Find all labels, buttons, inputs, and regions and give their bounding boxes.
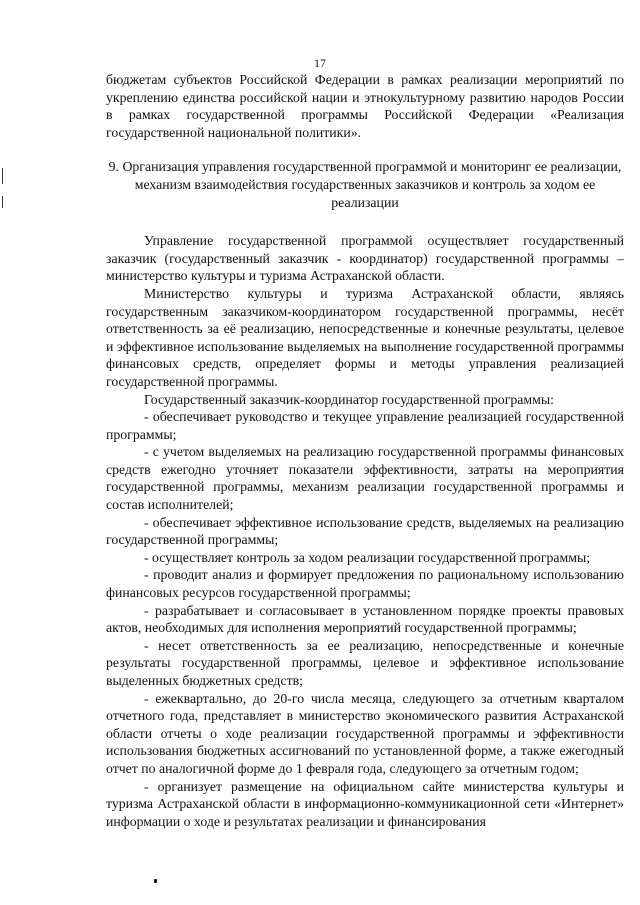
- list-item: - несет ответственность за ее реализацию, непосредственные и конечные результаты государственной программы, целевое и эффективное использование выделенных бюджетных средств;: [106, 637, 624, 688]
- margin-scan-mark: [2, 168, 3, 184]
- paragraph-continuation: бюджетам субъектов Российской Федерации в рамках реализации мероприятий по укреплению единства российской нации и этнокультурному развитию народов России в рамках государственной программы Российской Федерации «Реализация государственной национальной политики».: [106, 72, 624, 140]
- list-item: - осуществляет контроль за ходом реализации государственной программы;: [144, 549, 591, 565]
- page-number: 17: [314, 56, 326, 70]
- document-body: [106, 71, 624, 830]
- section-title: 9. Организация управления государственной программой и мониторинг ее реализации, механизм взаимодействия государственных заказчиков и контроль за ходом ее реализации: [108, 159, 622, 210]
- list-item: - проводит анализ и формирует предложения по рациональному использованию финансовых ресурсов государственной программы;: [106, 567, 624, 601]
- list-item: - обеспечивает эффективное использование средств, выделяемых на реализацию государственной программы;: [106, 514, 624, 548]
- list-item: - разрабатывает и согласовывает в установленном порядке проекты правовых актов, необходимых для исполнения мероприятий государственной программы;: [106, 602, 624, 636]
- scan-speck: [154, 879, 157, 883]
- list-item: - обеспечивает руководство и текущее управление реализацией государственной программы;: [106, 409, 624, 442]
- list-item: - ежеквартально, до 20-го числа месяца, следующего за отчетным кварталом отчетного года, представляет в министерство экономического развития Астраханской области отчеты о ходе реализации государственной программы и эффективности использования бюджетных ассигнований по установленной форме, а также ежегодный отчет по аналогичной форме до 1 февраля года, следующего за отчетным годом;: [106, 690, 624, 776]
- list-item: - организует размещение на официальном сайте министерства культуры и туризма Астраханской области в информационно-коммуникационной сети «Интернет» информации о ходе и результатах реализации и финансирования: [106, 778, 624, 829]
- paragraph: Министерство культуры и туризма Астраханской области, являясь государственным заказчиком-координатором государственной программы, несёт ответственность за её реализацию, непосредственные и конечные результаты, целевое и эффективное использование выделяемых на выполнение государственной программы финансовых средств, определяет формы и методы управления реализацией государственной программы.: [106, 285, 624, 389]
- margin-scan-mark: [2, 196, 3, 208]
- list-item: - с учетом выделяемых на реализацию государственной программы финансовых средств ежегодно уточняет показатели эффективности, затраты на мероприятия государственной программы, механизм реализации государственной программы и состав исполнителей;: [106, 444, 624, 513]
- paragraph: Управление государственной программой осуществляет государственный заказчик (государственный заказчик - координатор) государственной программы – министерство культуры и туризма Астраханской области.: [106, 233, 624, 284]
- paragraph: Государственный заказчик-координатор государственной программы:: [144, 391, 554, 407]
